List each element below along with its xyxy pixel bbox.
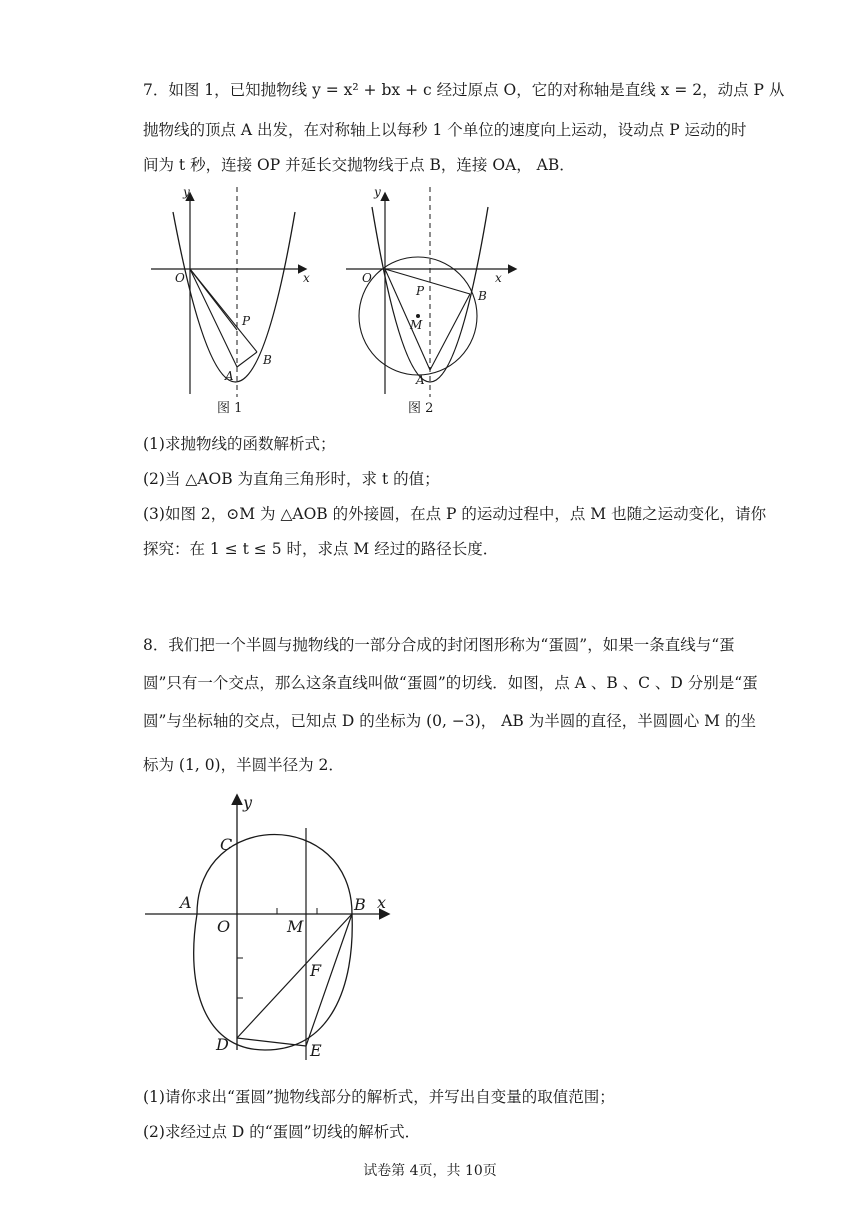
page-footer: 试卷第 4页，共 10页 bbox=[363, 1163, 497, 1179]
fig1-b-label: B bbox=[263, 353, 272, 367]
q7-part1: (1)求抛物线的函数解析式； bbox=[143, 435, 336, 453]
q7-figure-1 bbox=[145, 182, 325, 422]
q8-f-label: F bbox=[310, 961, 322, 980]
fig2-m-label: M bbox=[410, 318, 423, 332]
fig2-b-label: B bbox=[478, 289, 487, 303]
q7-part3-line2: 探究：在 1 ≤ t ≤ 5 时，求点 M 经过的路径长度． bbox=[143, 540, 499, 558]
fig2-p-label: P bbox=[416, 284, 425, 298]
fig2-caption: 图 2 bbox=[408, 401, 434, 416]
fig2-a-label: A bbox=[416, 373, 425, 387]
q7-stem-line1: 7．如图 1，已知抛物线 y = x² + bx + c 经过原点 O，它的对称轴是直线 x = 2，动点 P 从 bbox=[143, 81, 785, 99]
fig2-o-label: O bbox=[362, 271, 372, 285]
q8-b-label: B bbox=[354, 895, 366, 914]
q8-a-label: A bbox=[180, 893, 192, 912]
q7-stem-line2: 抛物线的顶点 A 出发，在对称轴上以每秒 1 个单位的速度向上运动，设动点 P 运动的时 bbox=[143, 121, 747, 139]
fig1-p-label: P bbox=[242, 314, 251, 328]
parabola bbox=[173, 212, 295, 382]
q7-part2: (2)当 △AOB 为直角三角形时，求 t 的值； bbox=[143, 470, 440, 488]
fig1-o-label: O bbox=[175, 271, 185, 285]
q8-e-label: E bbox=[310, 1041, 322, 1060]
q8-d-label: D bbox=[216, 1035, 229, 1054]
q7-part3-line1: (3)如图 2，⊙M 为 △AOB 的外接圆，在点 P 的运动过程中，点 M 也随之运动变化，请你 bbox=[143, 505, 767, 523]
q8-c-label: C bbox=[220, 835, 233, 854]
q8-x-label: x bbox=[377, 893, 387, 912]
q8-stem-line4: 标为 (1, 0)，半圆半径为 2． bbox=[143, 756, 344, 774]
q8-stem-line3: 圆”与坐标轴的交点，已知点 D 的坐标为 (0, −3)， AB 为半圆的直径，半圆圆心 M 的坐 bbox=[143, 712, 756, 730]
fig1-a-label: A bbox=[225, 369, 234, 383]
q8-y-label: y bbox=[243, 793, 253, 812]
fig1-caption: 图 1 bbox=[217, 401, 243, 416]
q8-o-label: O bbox=[217, 917, 231, 936]
q8-part2: (2)求经过点 D 的“蛋圆”切线的解析式． bbox=[143, 1123, 421, 1141]
q8-stem-line1: 8．我们把一个半圆与抛物线的一部分合成的封闭图形称为“蛋圆”，如果一条直线与“蛋 bbox=[143, 636, 735, 654]
q7-stem-line3: 间为 t 秒，连接 OP 并延长交抛物线于点 B，连接 OA， AB． bbox=[143, 156, 575, 174]
fig2-y-label: y bbox=[374, 185, 381, 199]
q8-part1: (1)请你求出“蛋圆”抛物线部分的解析式，并写出自变量的取值范围； bbox=[143, 1088, 615, 1106]
fig2-x-label: x bbox=[495, 271, 502, 285]
fig1-x-label: x bbox=[303, 271, 310, 285]
q8-egg-figure bbox=[140, 788, 400, 1068]
q8-m-label: M bbox=[287, 917, 304, 936]
fig1-y-label: y bbox=[183, 185, 190, 199]
q7-figure-2 bbox=[340, 182, 520, 422]
q8-stem-line2: 圆”只有一个交点，那么这条直线叫做“蛋圆”的切线．如图，点 A 、B 、C 、D 分别是“蛋 bbox=[143, 674, 758, 692]
